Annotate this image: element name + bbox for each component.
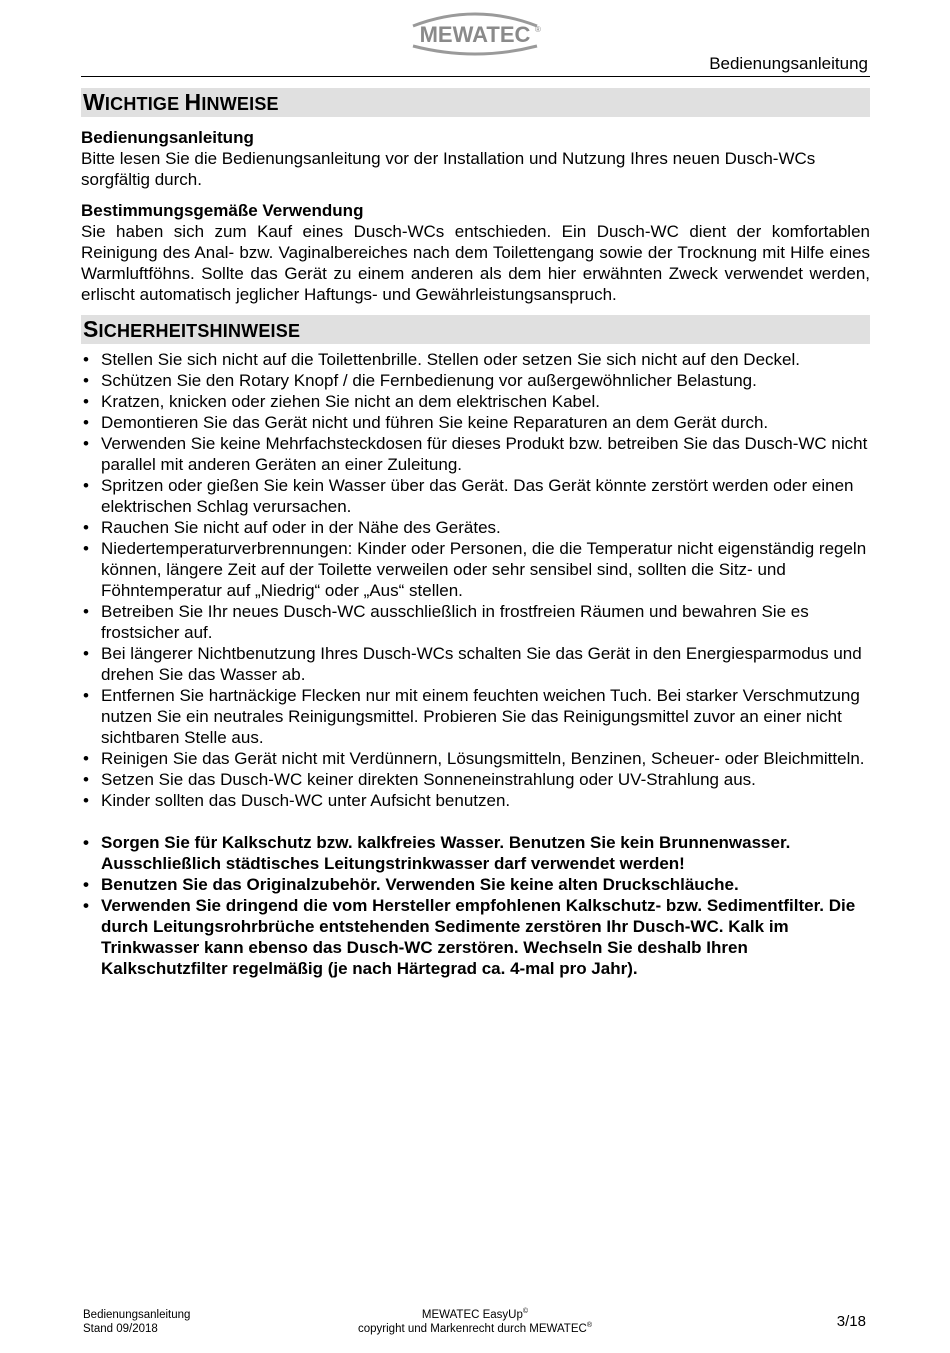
page-number: 3/18 (836, 1313, 866, 1330)
list-item: • Verwenden Sie keine Mehrfachsteckdosen für dieses Produkt bzw. betreiben Sie das Dusch-WC nicht parallel mit anderen Geräten an einer Zuleitung. (81, 433, 870, 475)
footer-product: MEWATEC EasyUp© (421, 1308, 529, 1321)
footer-center (300, 1308, 650, 1336)
brand-logo (0, 8, 950, 56)
list-item: • Niedertemperaturverbrennungen: Kinder oder Personen, die die Temperatur nicht eigenständig regeln können, längere Zeit auf der Toilette verweilen oder sehr sensibel sind, sollten die Sitz- und Föhntemperatur auf „Niedrig“ oder „Aus“ stellen. (81, 538, 870, 601)
list-item-important: • Sorgen Sie für Kalkschutz bzw. kalkfreies Wasser. Benutzen Sie kein Brunnenwasser. Ausschließlich städtisches Leitungstrinkwasser darf verwendet werden! (81, 832, 870, 874)
list-item: • Stellen Sie sich nicht auf die Toilettenbrille. Stellen oder setzen Sie sich nicht auf den Deckel. (81, 349, 870, 370)
list-item: • Betreiben Sie Ihr neues Dusch-WC ausschließlich in frostfreien Räumen und bewahren Sie es frostsicher auf. (81, 601, 870, 643)
list-item: • Demontieren Sie das Gerät nicht und führen Sie keine Reparaturen an dem Gerät durch. (81, 412, 870, 433)
list-item: • Entfernen Sie hartnäckige Flecken nur mit einem feuchten weichen Tuch. Bei starker Verschmutzung nutzen Sie ein neutrales Reinigungsmittel. Probieren Sie das Reinigungsmittel zuvor an einer nicht sichtbaren Stelle aus. (81, 685, 870, 748)
list-item: • Rauchen Sie nicht auf oder in der Nähe des Gerätes. (81, 517, 870, 538)
safety-list (81, 349, 870, 811)
section-heading-sicherheitshinweise: SICHERHEITSHINWEISE (81, 315, 870, 344)
page-content (81, 88, 870, 979)
section-heading-wichtige-hinweise: WICHTIGE HINWEISE (81, 88, 870, 117)
list-item: • Kinder sollten das Dusch-WC unter Aufsicht benutzen. (81, 790, 870, 811)
paragraph-intro: Bitte lesen Sie die Bedienungsanleitung vor der Installation und Nutzung Ihres neuen Dusch-WCs sorgfältig durch. (81, 149, 816, 189)
subheading-verwendung: Bestimmungsgemäße Verwendung (81, 201, 364, 220)
footer-copyright: copyright und Markenrecht durch MEWATEC® (358, 1322, 592, 1335)
header-rule (81, 76, 870, 77)
subheading-bedienungsanleitung: Bedienungsanleitung (81, 128, 254, 147)
paragraph-verwendung: Sie haben sich zum Kauf eines Dusch-WCs entschieden. Ein Dusch-WC dient der komfortablen Reinigung des Anal- bzw. Vaginalbereiches nach dem Toilettengang sowie der Trocknung mit Hilfe eines Warmluftföhns. Sollte das Gerät zu einem anderen als dem hier erwähnten Zweck verwendet werden, erlischt automatisch jeglicher Haftungs- und Gewährleistungsanspruch. (81, 222, 870, 304)
list-item-important: • Benutzen Sie das Originalzubehör. Verwenden Sie keine alten Druckschläuche. (81, 874, 870, 895)
list-item: • Spritzen oder gießen Sie kein Wasser über das Gerät. Das Gerät könnte zerstört werden oder einen elektrischen Schlag verursachen. (81, 475, 870, 517)
list-item: • Kratzen, knicken oder ziehen Sie nicht an dem elektrischen Kabel. (81, 391, 870, 412)
logo-registered-mark: ® (535, 25, 541, 34)
footer-date: Stand 09/2018 (83, 1323, 158, 1335)
footer-left (83, 1308, 190, 1336)
footer-doc-label: Bedienungsanleitung (83, 1309, 191, 1321)
list-item: • Reinigen Sie das Gerät nicht mit Verdünnern, Lösungsmitteln, Benzinen, Scheuer- oder Bleichmitteln. (81, 748, 870, 769)
list-item: • Schützen Sie den Rotary Knopf / die Fernbedienung vor außergewöhnlicher Belastung. (81, 370, 870, 391)
list-item-important: • Verwenden Sie dringend die vom Hersteller empfohlenen Kalkschutz- bzw. Sedimentfilter. Die durch Leitungsrohrbrüche entstehenden Sedimente zerstören Ihr Dusch-WC. Kalk im Trinkwasser kann ebenso das Dusch-WC zerstören. Wechseln Sie deshalb Ihren Kalkschutzfilter regelmäßig (je nach Härtegrad ca. 4-mal pro Jahr). (81, 895, 870, 979)
logo-text: MEWATEC (419, 22, 531, 47)
mewatec-logo-icon (405, 8, 545, 56)
list-item: • Bei längerer Nichtbenutzung Ihres Dusch-WCs schalten Sie das Gerät in den Energiesparmodus und drehen Sie das Wasser ab. (81, 643, 870, 685)
important-list (81, 832, 870, 979)
header-doc-label: Bedienungsanleitung (709, 54, 868, 73)
list-item: • Setzen Sie das Dusch-WC keiner direkten Sonneneinstrahlung oder UV-Strahlung aus. (81, 769, 870, 790)
